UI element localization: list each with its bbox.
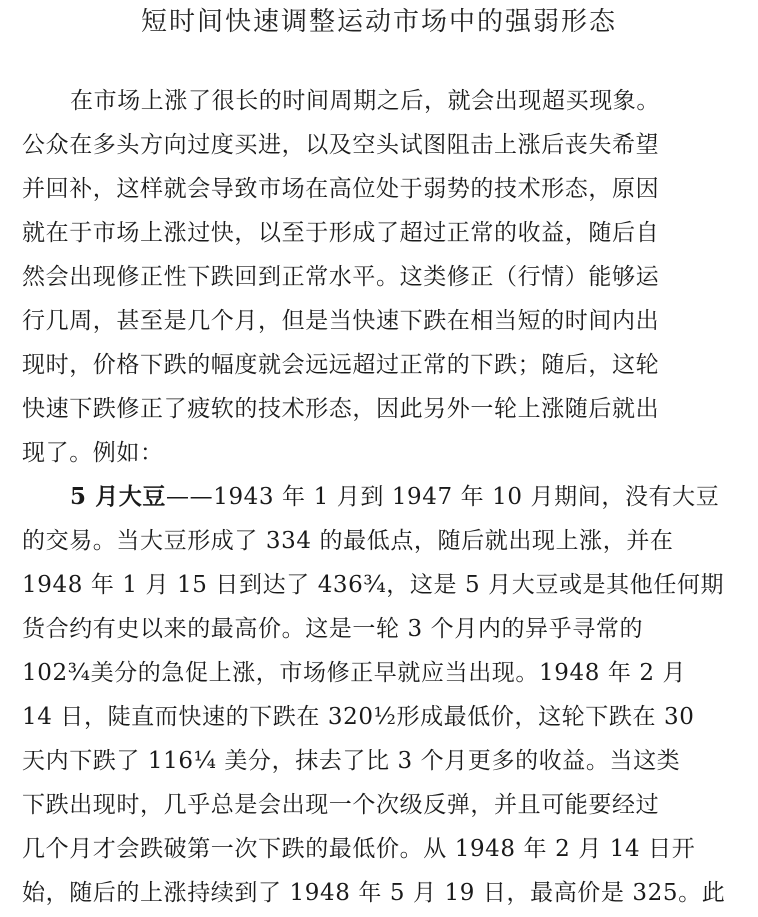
paragraph-1-line: 行几周，甚至是几个月，但是当快速下跌在相当短的时间内出 xyxy=(22,308,660,334)
paragraph-2-line: 14 日，陡直而快速的下跌在 320½形成最低价，这轮下跌在 30 xyxy=(22,704,695,730)
paragraph-2-first-line xyxy=(70,482,742,512)
paragraph-1-line: 现时，价格下跌的幅度就会远远超过正常的下跌；随后，这轮 xyxy=(22,352,660,378)
paragraph-2-line: 102¾美分的急促上涨，市场修正早就应当出现。1948 年 2 月 xyxy=(22,660,687,686)
paragraph-1-line: 在市场上涨了很长的时间周期之后，就会出现超买现象。 xyxy=(70,88,660,114)
paragraph-2-line: 下跌出现时，几乎总是会出现一个次级反弹，并且可能要经过 xyxy=(22,792,660,818)
paragraph-2-line: 的交易。当大豆形成了 334 的最低点，随后就出现上涨，并在 xyxy=(22,528,674,554)
paragraph-1-line: 然会出现修正性下跌回到正常水平。这类修正（行情）能够运 xyxy=(22,264,660,290)
paragraph-2-line: 始，随后的上涨持续到了 1948 年 5 月 19 日，最高价是 325。此 xyxy=(22,880,726,906)
paragraph-1-line: 公众在多头方向过度买进，以及空头试图阻击上涨后丧失希望 xyxy=(22,132,660,158)
paragraph-1-line: 就在于市场上涨过快，以至于形成了超过正常的收益，随后自 xyxy=(22,220,660,246)
paragraph-2-line: 天内下跌了 116¼ 美分，抹去了比 3 个月更多的收益。当这类 xyxy=(22,748,681,774)
paragraph-1-line: 快速下跌修正了疲软的技术形态，因此另外一轮上涨随后就出 xyxy=(22,396,660,422)
paragraph-2-line: 货合约有史以来的最高价。这是一轮 3 个月内的异乎寻常的 xyxy=(22,616,644,642)
paragraph-1-line: 现了。例如： xyxy=(22,440,164,466)
paragraph-2-lead: 5 月大豆 xyxy=(70,483,167,510)
paragraph-2-line: 几个月才会跌破第一次下跌的最低价。从 1948 年 2 月 14 日开 xyxy=(22,836,696,862)
paragraph-2-first-line-text: ——1943 年 1 月到 1947 年 10 月期间，没有大豆 xyxy=(166,484,720,510)
page-title: 短时间快速调整运动市场中的强弱形态 xyxy=(140,7,617,37)
paragraph-1-line: 并回补，这样就会导致市场在高位处于弱势的技术形态，原因 xyxy=(22,176,660,202)
paragraph-2-line: 1948 年 1 月 15 日到达了 436¾，这是 5 月大豆或是其他任何期 xyxy=(22,572,725,598)
